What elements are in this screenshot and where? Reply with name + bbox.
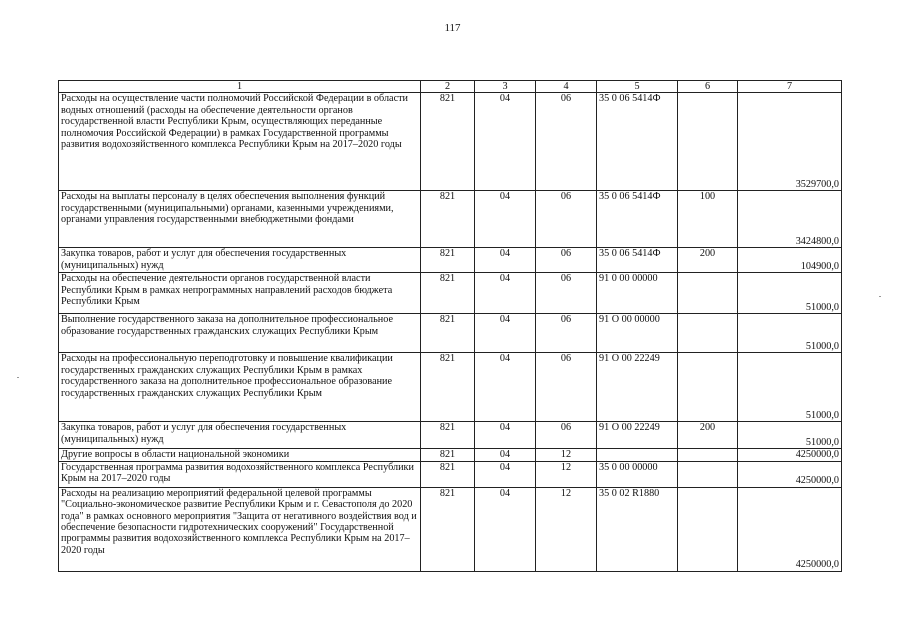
scan-speck bbox=[17, 377, 19, 378]
table-row bbox=[59, 422, 842, 449]
row-ministry-code: 821 bbox=[421, 314, 475, 353]
row-section-code: 04 bbox=[475, 248, 536, 273]
row-amount: 51000,0 bbox=[738, 353, 842, 422]
row-expense-type bbox=[678, 487, 738, 571]
row-amount: 104900,0 bbox=[738, 248, 842, 273]
row-amount: 3529700,0 bbox=[738, 93, 842, 191]
row-target-article: 35 0 02 R1880 bbox=[597, 487, 678, 571]
row-subsection-code: 12 bbox=[536, 487, 597, 571]
row-expense-type bbox=[678, 461, 738, 487]
header-cell: 4 bbox=[536, 81, 597, 93]
table-row bbox=[59, 449, 842, 461]
row-target-article: 91 О 00 00000 bbox=[597, 314, 678, 353]
header-cell: 6 bbox=[678, 81, 738, 93]
row-subsection-code: 06 bbox=[536, 353, 597, 422]
row-expense-type bbox=[678, 449, 738, 461]
row-target-article bbox=[597, 449, 678, 461]
row-section-code: 04 bbox=[475, 449, 536, 461]
row-section-code: 04 bbox=[475, 314, 536, 353]
row-ministry-code: 821 bbox=[421, 461, 475, 487]
row-description: Расходы на выплаты персоналу в целях обеспечения выполнения функций государственными (муниципальными) органами, казенными учреждениями, органами управления государственными внебюджетными фондами bbox=[59, 191, 421, 248]
row-amount: 4250000,0 bbox=[738, 487, 842, 571]
row-description: Выполнение государственного заказа на дополнительное профессиональное образование государственных гражданских служащих Республики Крым bbox=[59, 314, 421, 353]
row-target-article: 91 О 00 22249 bbox=[597, 353, 678, 422]
row-description: Закупка товаров, работ и услуг для обеспечения государственных (муниципальных) нужд bbox=[59, 422, 421, 449]
row-expense-type bbox=[678, 93, 738, 191]
row-subsection-code: 06 bbox=[536, 422, 597, 449]
row-section-code: 04 bbox=[475, 273, 536, 314]
row-target-article: 91 О 00 22249 bbox=[597, 422, 678, 449]
row-amount: 51000,0 bbox=[738, 422, 842, 449]
row-amount: 4250000,0 bbox=[738, 449, 842, 461]
row-description: Расходы на обеспечение деятельности органов государственной власти Республики Крым в рамках непрограммных направлений расходов бюджета Республики Крым bbox=[59, 273, 421, 314]
row-subsection-code: 06 bbox=[536, 248, 597, 273]
header-cell: 2 bbox=[421, 81, 475, 93]
row-ministry-code: 821 bbox=[421, 422, 475, 449]
row-expense-type bbox=[678, 353, 738, 422]
table-row bbox=[59, 314, 842, 353]
row-amount: 51000,0 bbox=[738, 314, 842, 353]
row-target-article: 35 0 06 5414Ф bbox=[597, 191, 678, 248]
row-subsection-code: 06 bbox=[536, 93, 597, 191]
table-row bbox=[59, 273, 842, 314]
row-ministry-code: 821 bbox=[421, 93, 475, 191]
row-ministry-code: 821 bbox=[421, 487, 475, 571]
row-ministry-code: 821 bbox=[421, 353, 475, 422]
row-expense-type bbox=[678, 273, 738, 314]
row-subsection-code: 06 bbox=[536, 191, 597, 248]
row-ministry-code: 821 bbox=[421, 248, 475, 273]
header-cell: 7 bbox=[738, 81, 842, 93]
row-section-code: 04 bbox=[475, 487, 536, 571]
row-ministry-code: 821 bbox=[421, 449, 475, 461]
table-row bbox=[59, 461, 842, 487]
row-section-code: 04 bbox=[475, 461, 536, 487]
row-section-code: 04 bbox=[475, 191, 536, 248]
row-section-code: 04 bbox=[475, 353, 536, 422]
row-expense-type: 100 bbox=[678, 191, 738, 248]
row-target-article: 35 0 00 00000 bbox=[597, 461, 678, 487]
row-description: Государственная программа развития водохозяйственного комплекса Республики Крым на 2017–2020 годы bbox=[59, 461, 421, 487]
row-subsection-code: 06 bbox=[536, 314, 597, 353]
page-number: 117 bbox=[444, 22, 461, 34]
scan-speck bbox=[879, 296, 881, 297]
row-description: Другие вопросы в области национальной экономики bbox=[59, 449, 421, 461]
header-cell: 1 bbox=[59, 81, 421, 93]
row-expense-type: 200 bbox=[678, 248, 738, 273]
row-description: Расходы на осуществление части полномочий Российской Федерации в области водных отношений (расходы на обеспечение деятельности органов государственной власти Республики Крым, осуществляющих переданные полномочия Российской Федерации) в рамках Государственной программы развития водохозяйственного комплекса Республики Крым на 2017–2020 годы bbox=[59, 93, 421, 191]
row-section-code: 04 bbox=[475, 422, 536, 449]
header-cell: 3 bbox=[475, 81, 536, 93]
row-section-code: 04 bbox=[475, 93, 536, 191]
table-row bbox=[59, 93, 842, 191]
table-header-row bbox=[59, 81, 842, 93]
row-subsection-code: 12 bbox=[536, 449, 597, 461]
table-row bbox=[59, 191, 842, 248]
row-amount: 4250000,0 bbox=[738, 461, 842, 487]
table-row bbox=[59, 248, 842, 273]
table-row bbox=[59, 353, 842, 422]
budget-table bbox=[58, 80, 842, 572]
row-description: Расходы на профессиональную переподготовку и повышение квалификации государственных гражданских служащих Республики Крым в рамках государственного заказа на дополнительное профессиональное образование государственных гражданских служащих Республики Крым bbox=[59, 353, 421, 422]
row-ministry-code: 821 bbox=[421, 191, 475, 248]
row-ministry-code: 821 bbox=[421, 273, 475, 314]
row-expense-type: 200 bbox=[678, 422, 738, 449]
table-row bbox=[59, 487, 842, 571]
row-description: Закупка товаров, работ и услуг для обеспечения государственных (муниципальных) нужд bbox=[59, 248, 421, 273]
row-amount: 51000,0 bbox=[738, 273, 842, 314]
row-amount: 3424800,0 bbox=[738, 191, 842, 248]
row-target-article: 91 0 00 00000 bbox=[597, 273, 678, 314]
row-expense-type bbox=[678, 314, 738, 353]
header-cell: 5 bbox=[597, 81, 678, 93]
row-subsection-code: 06 bbox=[536, 273, 597, 314]
row-description: Расходы на реализацию мероприятий федеральной целевой программы "Социально-экономическое развитие Республики Крым и г. Севастополя до 2020 года" в рамках основного мероприятия "Защита от негативного воздействия вод и обеспечение безопасности гидротехнических сооружений" Государственной программы развития водохозяйственного комплекса Республики Крым на 2017–2020 годы bbox=[59, 487, 421, 571]
row-subsection-code: 12 bbox=[536, 461, 597, 487]
row-target-article: 35 0 06 5414Ф bbox=[597, 248, 678, 273]
row-target-article: 35 0 06 5414Ф bbox=[597, 93, 678, 191]
